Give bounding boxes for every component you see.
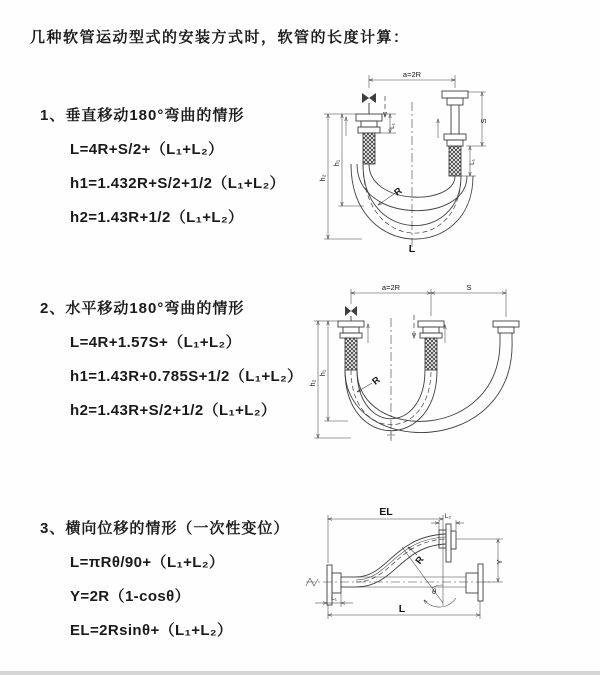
dim-label-h2: h₂: [308, 379, 317, 387]
movement-arrows: [346, 96, 438, 138]
formula-line: L=4R+S/2+（L₁+L₂）: [70, 141, 224, 158]
dimension-h2: [308, 321, 351, 438]
dimension-s: [466, 92, 488, 146]
dim-label-l2: L₂: [444, 513, 452, 520]
dimension-l2: [431, 513, 464, 530]
section-heading: 2、水平移动180°弯曲的情形: [40, 300, 245, 317]
formula-line: L=πRθ/90+（L₁+L₂）: [70, 554, 225, 571]
section-horizontal-movement: [40, 297, 303, 420]
dim-label-l1: L₁: [331, 595, 337, 602]
section-heading: 3、横向位移的情形（一次性变位）: [40, 520, 290, 537]
dimension-l: [328, 601, 480, 619]
dim-label-s: S: [479, 118, 488, 124]
dim-label-r: R: [370, 374, 383, 388]
dim-label-l: L: [408, 243, 416, 255]
dim-label-theta: θ: [431, 587, 437, 596]
dim-label-h1: h₁: [332, 159, 341, 167]
dimension-h2: [318, 114, 362, 239]
dim-label-l1: L₁: [469, 159, 476, 165]
diagram-vertical-180-bend: [312, 66, 592, 256]
section-vertical-movement: [40, 104, 285, 227]
upper-right-flange: [439, 524, 456, 562]
dim-label-el: EL: [379, 506, 393, 518]
dim-label-l1: L₁: [389, 123, 396, 129]
dimension-h1: [318, 321, 348, 421]
formula-line: EL=2Rsinθ+（L₁+L₂）: [70, 622, 233, 639]
middle-pipe-assembly: [418, 321, 444, 370]
radius-callout: [357, 375, 383, 392]
section-lateral-displacement: [40, 517, 289, 640]
center-mark: [387, 431, 395, 439]
dim-label-a2r: a=2R: [402, 70, 422, 79]
diagram-horizontal-180-bend: [306, 283, 598, 451]
dimension-a2r: [369, 70, 455, 88]
formula-line: h1=1.43R+0.785S+1/2（L₁+L₂）: [70, 368, 303, 385]
lower-right-flange: [466, 564, 483, 601]
formula-line: L=4R+1.57S+（L₁+L₂）: [70, 334, 241, 351]
page-title: 几种软管运动型式的安装方式时，软管的长度计算：: [30, 29, 410, 46]
dimension-l1: [315, 593, 353, 607]
page-bottom-edge: [0, 671, 600, 675]
left-pipe-assembly: [356, 114, 382, 164]
section-heading: 1、垂直移动180°弯曲的情形: [40, 107, 245, 124]
hose-s-curve: [356, 534, 446, 587]
right-pipe-assembly: [442, 91, 468, 176]
break-symbol: [306, 578, 318, 586]
dimension-el: [328, 506, 443, 606]
valve-icon: [362, 93, 376, 114]
dim-label-r: R: [413, 554, 427, 567]
valve-icon: [345, 306, 357, 321]
formula-line: h2=1.43R+1/2（L₁+L₂）: [70, 209, 244, 226]
dim-label-h2: h₂: [318, 174, 327, 182]
dimension-a2r: [351, 283, 506, 317]
formula-line: h2=1.43R+S/2+1/2（L₁+L₂）: [70, 402, 277, 419]
formula-line: Y=2R（1-cosθ）: [70, 588, 191, 605]
dimension-h1: [332, 114, 364, 206]
dim-label-a2r: a=2R: [381, 283, 401, 292]
radius-callout: [378, 186, 405, 205]
diagram-lateral-displacement: [298, 503, 598, 638]
left-pipe-assembly: [338, 321, 364, 370]
dimension-y: [456, 539, 504, 582]
right-pipe-assembly: [493, 321, 519, 339]
dim-label-s: S: [466, 283, 472, 292]
dim-label-l: L: [398, 603, 406, 615]
dimension-l1-right: [461, 146, 476, 176]
dim-label-h1: h₁: [318, 369, 327, 377]
formula-line: h1=1.432R+S/2+1/2（L₁+L₂）: [70, 175, 286, 192]
dim-label-y: Y: [495, 559, 504, 565]
dim-label-r: R: [392, 185, 405, 199]
